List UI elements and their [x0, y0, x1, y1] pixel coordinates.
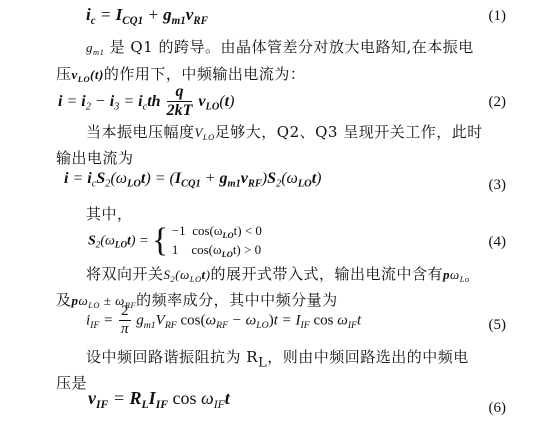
equation-4: $S_2(\omega_{LO}t)$ = { −1 $\cos(\omega_{LO}t) < 0$ 1 $\cos(\omega_{LO}t) > 0$ [88, 222, 262, 260]
paragraph-1-line-1 [86, 36, 474, 57]
paragraph-2-text-a-pre: 当本振电压幅度 [86, 123, 195, 141]
paragraph-2-text-a-post: 足够大，Q2、Q3 呈现开关工作，此时 [214, 123, 483, 141]
subscript-l: L [258, 355, 268, 371]
paragraph-2-line-1 [86, 121, 483, 142]
case-2-value: 1 [171, 242, 179, 258]
paragraph-4-text-a: 设中频回路谐振阻抗为 R [86, 348, 259, 366]
symbol-gm1: $g_{m1}$ [86, 40, 105, 57]
paragraph-3-line-1 [86, 263, 470, 284]
paragraph-1-text-a: 是 Q1 的跨导。由晶体管差分对放大电路知,在本振电 [109, 38, 474, 56]
label-qizhong: 其中， [86, 205, 133, 223]
paragraph-3-text-b-pre: 及 [56, 291, 72, 309]
fraction-2-over-pi: $\frac{2}{\pi}$ [120, 303, 129, 337]
equation-number-5: (5) [488, 317, 506, 333]
equation-3: $i = i_cS_2(\omega_{LO}t) = (I_{CQ1} + g_{m1}v_{RF})S_2(\omega_{LO}t)$ [64, 170, 322, 190]
paragraph-3-text-a-mid: 的展开式带入式，输出电流中含有 [210, 265, 444, 283]
equation-number-6: (6) [488, 400, 506, 416]
symbol-vlo-t: $v_{LO}(t)$ [71, 67, 104, 84]
left-brace: { [152, 222, 169, 260]
equation-2: $i = i_2 - i_3 = i_cth$ $\frac{q}{2kT}$ $v_{LO}(t)$ [58, 83, 235, 119]
case-1-condition: cos(ω [192, 223, 223, 238]
paragraph-3-text-b-post: 的频率成分，其中中频分量为 [136, 291, 338, 309]
case-2-tail: t) > 0 [232, 242, 262, 258]
case-2-condition: cos(ω [191, 242, 222, 258]
case-1-tail: t) < 0 [233, 223, 262, 238]
symbol-s2-wlo-t: $S_2(\omega_{LO}t)$ [163, 267, 211, 284]
case-1-value: −1 [171, 223, 186, 238]
paragraph-3-text-a-pre: 将双向开关 [86, 265, 164, 283]
equation-5: $i_{IF}$ = $\frac{2}{\pi}$ $g_{m1}V_{RF}$ $\cos(\omega_{RF} - \omega_{LO})t = I_{IF}$ $\cos \omega_{IF}t$ [86, 303, 362, 337]
equation-number-1: (1) [488, 8, 506, 24]
paragraph-4-line-2: 压是 [56, 374, 88, 392]
equation-6: $v_{IF} = R_LI_{IF}$ $\cos \omega_{IF}t$ [88, 388, 230, 412]
symbol-p-wlo: $p\omega_{Lo}$ [443, 267, 470, 284]
equation-number-4: (4) [488, 234, 506, 250]
paragraph-1-line-2 [56, 63, 305, 84]
symbol-p-wlo-pm-wrf: $p\omega_{LO} \pm \omega_{RF}$ [71, 293, 137, 310]
piecewise-cases: −1 $\cos(\omega_{LO}t) < 0$ 1 $\cos(\omega_{LO}t) > 0$ [171, 223, 262, 260]
symbol-vlo: $V_{LO}$ [194, 125, 215, 142]
fraction-q-over-2kt: $\frac{q}{2kT}$ [166, 83, 193, 119]
paragraph-4-line-1 [86, 346, 469, 371]
equation-number-3: (3) [488, 177, 506, 193]
equation-number-2: (2) [488, 94, 506, 110]
paragraph-4-text-a-post: ，则由中频回路选出的中频电 [267, 348, 469, 366]
paragraph-1-text-b-post: 的作用下，中频输出电流为： [103, 65, 306, 83]
equation-1: $i_c = I_{CQ1} + g_{m1}v_{RF}$ [86, 5, 209, 27]
paragraph-2-line-2: 输出电流为 [56, 149, 134, 167]
paragraph-1-text-b-pre: 压 [56, 65, 72, 83]
